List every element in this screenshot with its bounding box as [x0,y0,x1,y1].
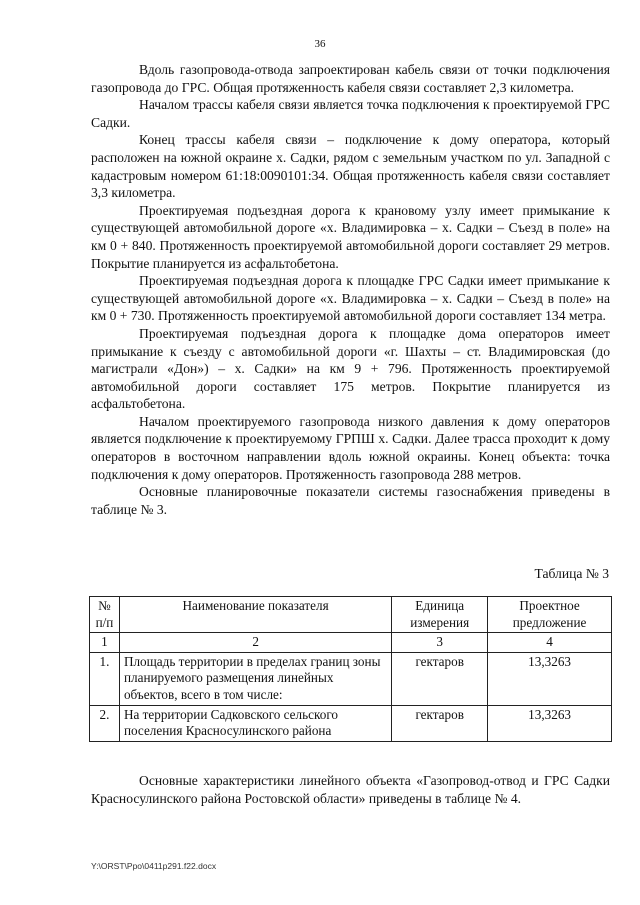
table-caption: Таблица № 3 [534,566,609,581]
paragraph: Началом проектируемого газопровода низкого давления к дому операторов является подключение к проектируемому ГРПШ х. Садки. Далее трасса проходит к дому операторов в восточном направлении вдоль южной окраины. Конец объекта: точка подключения к дому операторов. Протяженность газопровода 288 метров. [91,413,610,482]
paragraph: Основные характеристики линейного объекта «Газопровод-отвод и ГРС Садки Красносулинского района Ростовской области» приведены в таблице № 4. [91,773,610,806]
column-header-value: Проектное предложение [488,597,612,633]
row-unit: гектаров [392,705,488,741]
paragraph: Проектируемая подъездная дорога к крановому узлу имеет примыкание к существующей автомобильной дороге «х. Владимировка – х. Садки – Съезд в поле» на км 0 + 840. Протяженность проектируемой автомобильной дороги составляет 29 метров. Покрытие планируется из асфальтобетона. [91,202,610,271]
paragraph: Началом трассы кабеля связи является точка подключения к проектируемой ГРС Садки. [91,97,610,130]
file-path-footer: Y:\ORST\Ppo\0411p291.f22.docx [91,861,217,871]
paragraph: Основные планировочные показатели системы газоснабжения приведены в таблице № 3. [91,484,610,517]
column-number-row [90,633,612,653]
paragraph: Проектируемая подъездная дорога к площадке дома операторов имеет примыкание к съезду с автомобильной дороги «г. Шахты – ст. Владимировская (до магистрали «Дон») – х. Садки» на км 9 + 796. Протяженность проектируемой автомобильной дороги составляет 175 метров. Покрытие планируется из асфальтобетона. [91,325,610,412]
column-number: 2 [119,633,391,653]
column-header-name: Наименование показателя [119,597,391,633]
table-row [90,705,612,741]
table-row [90,652,612,705]
body-text [91,61,610,518]
paragraph: Проектируемая подъездная дорога к площадке ГРС Садки имеет примыкание к существующей автомобильной дороге «х. Владимировка – х. Садки – Съезд в поле» на км 0 + 730. Протяженность проектируемой автомобильной дороги составляет 134 метра. [91,273,610,324]
column-number: 1 [90,633,120,653]
table-header-row [90,597,612,633]
paragraph: Вдоль газопровода-отвода запроектирован кабель связи от точки подключения газопровода до ГРС. Общая протяженность кабеля связи составляет 2,3 километра. [91,62,610,95]
row-name: Площадь территории в пределах границ зоны планируемого размещения линейных объектов, всего в том числе: [119,652,391,705]
indicators-table [89,596,612,742]
row-unit: гектаров [392,652,488,705]
page-number: 36 [314,38,326,50]
row-number: 1. [90,652,120,705]
row-number: 2. [90,705,120,741]
column-number: 3 [392,633,488,653]
row-value: 13,3263 [488,652,612,705]
row-name: На территории Садковского сельского поселения Красносулинского района [119,705,391,741]
column-header-unit: Единица измерения [392,597,488,633]
row-value: 13,3263 [488,705,612,741]
closing-text [91,772,610,807]
column-number: 4 [488,633,612,653]
column-header-number: № п/п [90,597,120,633]
paragraph: Конец трассы кабеля связи – подключение к дому оператора, который расположен на южной окраине х. Садки, рядом с земельным участком по ул. Западной с кадастровым номером 61:18:0090101:34. Общая протяженность кабеля связи составляет 3,3 километра. [91,132,610,201]
